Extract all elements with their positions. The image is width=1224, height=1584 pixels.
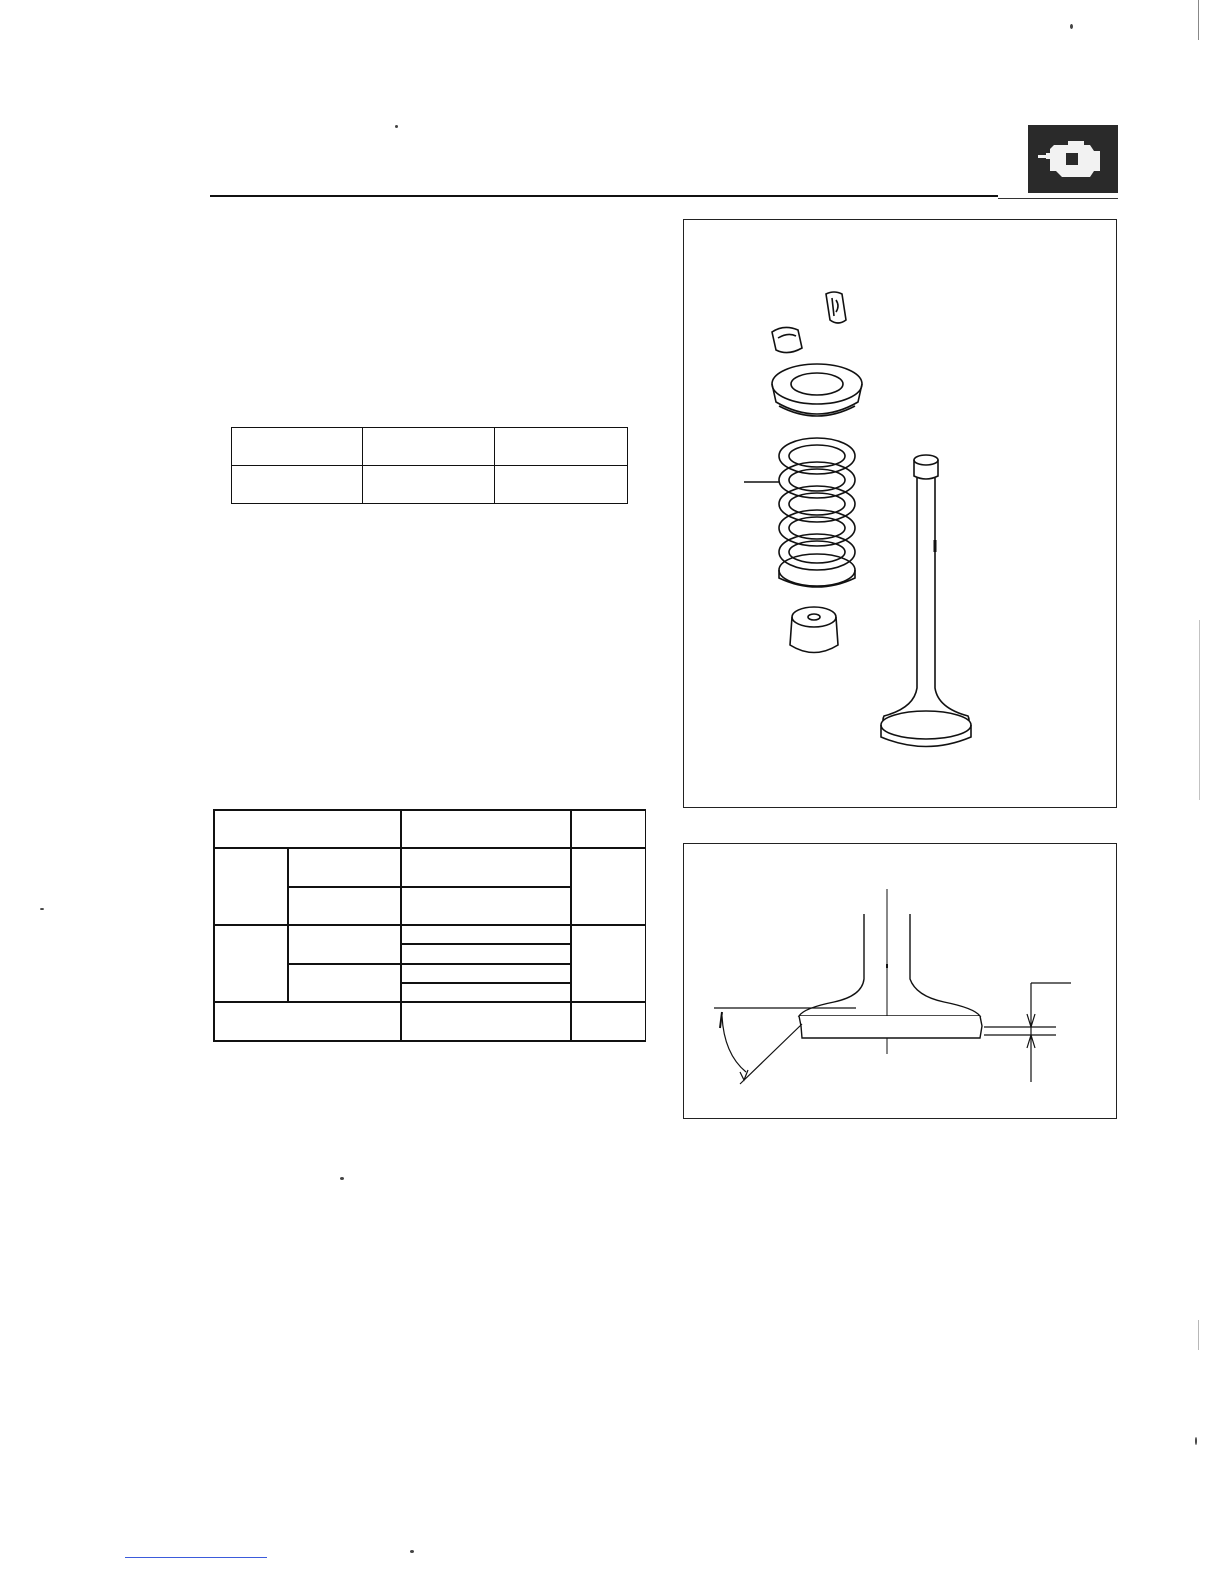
table-cell	[495, 428, 628, 466]
scan-speck	[1070, 24, 1073, 29]
table-cell	[363, 466, 495, 504]
table-row	[232, 428, 628, 466]
margin-mark	[1199, 620, 1200, 800]
valve-keeper-icon	[826, 292, 846, 323]
header-rule	[210, 195, 998, 197]
table-cell	[232, 428, 363, 466]
valve-keeper-icon	[772, 327, 802, 352]
table-rule	[213, 1001, 646, 1003]
valve-spring-icon	[744, 438, 855, 587]
spec-table-1	[231, 427, 628, 504]
valve-head-cross-section-icon	[684, 844, 1116, 1118]
valve-stem-seal-icon	[790, 607, 838, 653]
table-cell	[363, 428, 495, 466]
valve-icon	[881, 455, 971, 747]
table-rule	[213, 1040, 646, 1042]
table-cell	[232, 466, 363, 504]
engine-icon	[1028, 125, 1118, 193]
table-rule	[287, 963, 570, 965]
scan-speck	[340, 1177, 344, 1180]
margin-mark	[1198, 0, 1199, 40]
footer-link-rule	[125, 1557, 267, 1558]
valve-head-figure	[683, 843, 1117, 1119]
spring-retainer-icon	[772, 364, 862, 416]
table-rule	[213, 809, 646, 811]
table-rule	[213, 924, 646, 926]
table-rule	[400, 943, 570, 945]
scan-speck	[410, 1550, 414, 1553]
table-cell	[495, 466, 628, 504]
table-rule	[213, 847, 646, 849]
engine-section-tab	[1028, 125, 1118, 193]
table-rule	[400, 982, 570, 984]
table-rule	[287, 886, 570, 888]
valve-components-figure	[683, 219, 1117, 808]
header-rule-secondary	[998, 198, 1118, 199]
scan-speck	[1195, 1437, 1197, 1445]
scan-speck	[395, 125, 398, 128]
scan-speck	[40, 908, 44, 910]
spec-table-2	[213, 809, 646, 1041]
valve-assembly-illustration	[684, 220, 1116, 807]
table-row	[232, 466, 628, 504]
margin-mark	[1198, 1320, 1199, 1350]
